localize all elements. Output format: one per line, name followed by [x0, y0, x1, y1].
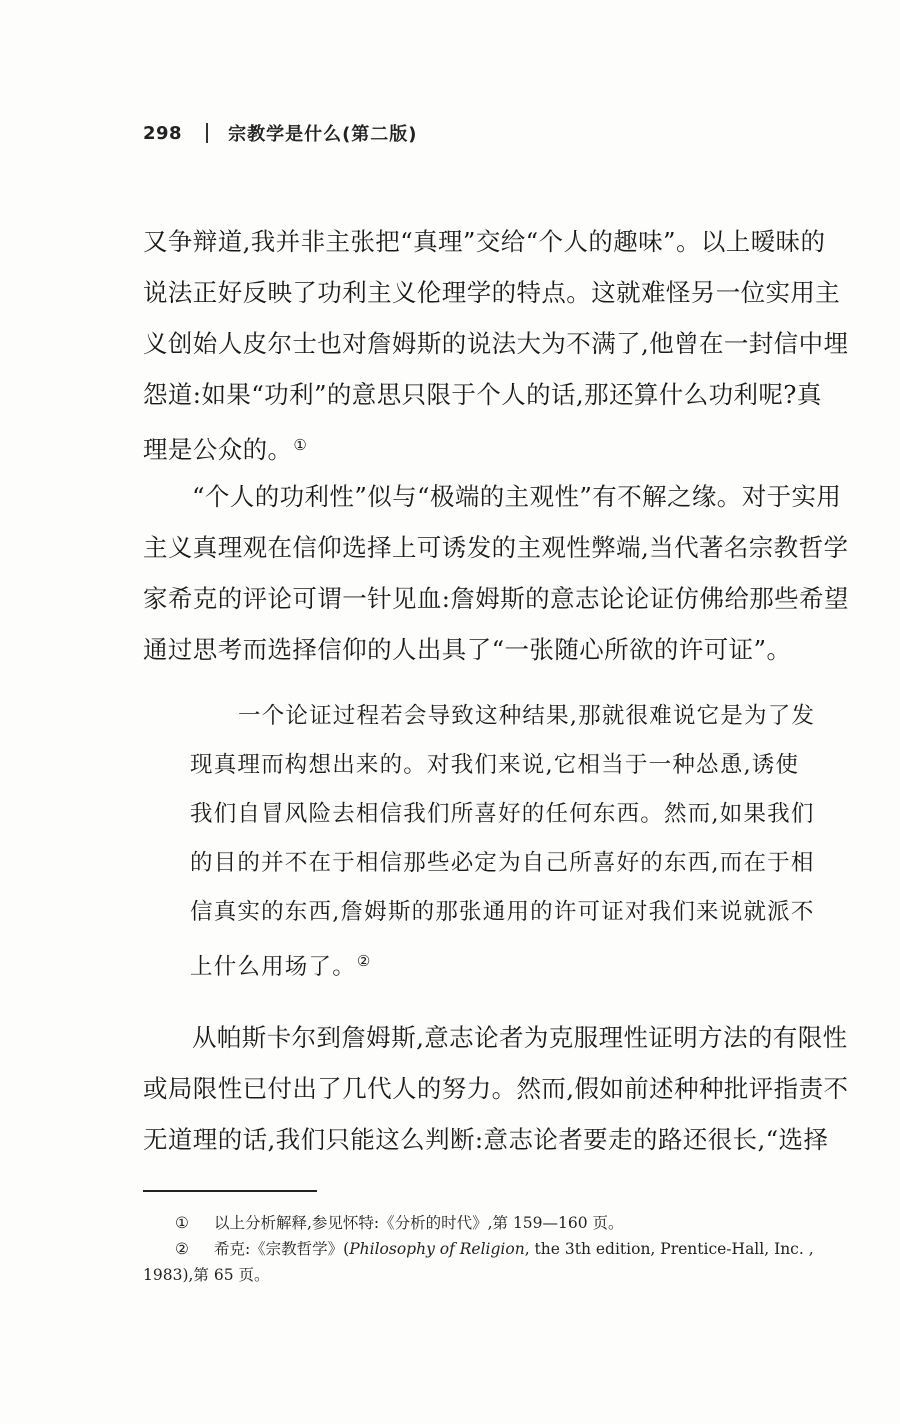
footnote-rule: [143, 1190, 317, 1192]
footnote-2-continued: [143, 1262, 863, 1288]
footnote-2-text-a: 希克:《宗教哲学》(: [213, 1240, 350, 1258]
quote-line: 现真理而构想出来的。对我们来说,它相当于一种怂恿,诱使: [190, 752, 800, 778]
paragraph-2: [143, 471, 865, 675]
text-line: 从帕斯卡尔到詹姆斯,意志论者为克服理性证明方法的有限性: [192, 1023, 848, 1052]
header-divider: [206, 123, 208, 143]
text-line: 怨道:如果“功利”的意思只限于个人的话,那还算什么功利呢?真: [143, 380, 822, 409]
footnote-2-book-title: Philosophy of Religion: [349, 1240, 525, 1258]
footnote-1-text: 以上分析解释,参见怀特:《分析的时代》,第 159—160 页。: [213, 1214, 624, 1232]
footnote-2: [143, 1236, 863, 1262]
text-line: 或局限性已付出了几代人的努力。然而,假如前述种种批评指责不: [143, 1074, 849, 1103]
quote-line: 我们自冒风险去相信我们所喜好的任何东西。然而,如果我们: [190, 801, 815, 827]
block-quote: [190, 692, 860, 986]
quote-line: 信真实的东西,詹姆斯的那张通用的许可证对我们来说就派不: [190, 899, 815, 925]
quote-line: 一个论证过程若会导致这种结果,那就很难说它是为了发: [238, 703, 816, 729]
footnote-1: [143, 1210, 863, 1236]
text-line: 家希克的评论可谓一针见血:詹姆斯的意志论论证仿佛给那些希望: [143, 584, 849, 613]
text-line: 又争辩道,我并非主张把“真理”交给“个人的趣味”。以上暧昧的: [143, 227, 826, 256]
text-line: “个人的功利性”似与“极端的主观性”有不解之缘。对于实用: [192, 482, 842, 511]
page-number: 298: [143, 122, 183, 144]
paragraph-1: [143, 216, 865, 471]
text-span: 理是公众的。: [143, 435, 293, 464]
footnotes: [143, 1210, 863, 1288]
quote-span: 上什么用场了。: [190, 954, 356, 980]
footnote-2-text-b: , the 3th edition, Prentice-Hall, Inc. ,: [524, 1240, 814, 1258]
text-line: 主义真理观在信仰选择上可诱发的主观性弊端,当代著名宗教哲学: [143, 533, 849, 562]
text-line: [143, 420, 865, 471]
text-line: 通过思考而选择信仰的人出具了“一张随心所欲的许可证”。: [143, 635, 792, 664]
paragraph-3: [143, 1012, 865, 1165]
running-header: [143, 118, 418, 148]
footnote-ref-2[interactable]: ②: [356, 952, 372, 970]
footnote-ref-1[interactable]: ①: [293, 436, 308, 454]
text-line: 说法正好反映了功利主义伦理学的特点。这就难怪另一位实用主: [143, 278, 841, 307]
footnote-2-text-c: 1983),第 65 页。: [143, 1266, 270, 1284]
quote-line: [190, 937, 860, 986]
footnote-2-mark: ②: [175, 1240, 189, 1258]
text-line: 义创始人皮尔士也对詹姆斯的说法大为不满了,他曾在一封信中埋: [143, 329, 849, 358]
footnote-1-mark: ①: [175, 1214, 189, 1232]
book-title: 宗教学是什么(第二版): [228, 124, 418, 145]
text-line: 无道理的话,我们只能这么判断:意志论者要走的路还很长,“选择: [143, 1125, 829, 1154]
quote-line: 的目的并不在于相信那些必定为自己所喜好的东西,而在于相: [190, 850, 815, 876]
